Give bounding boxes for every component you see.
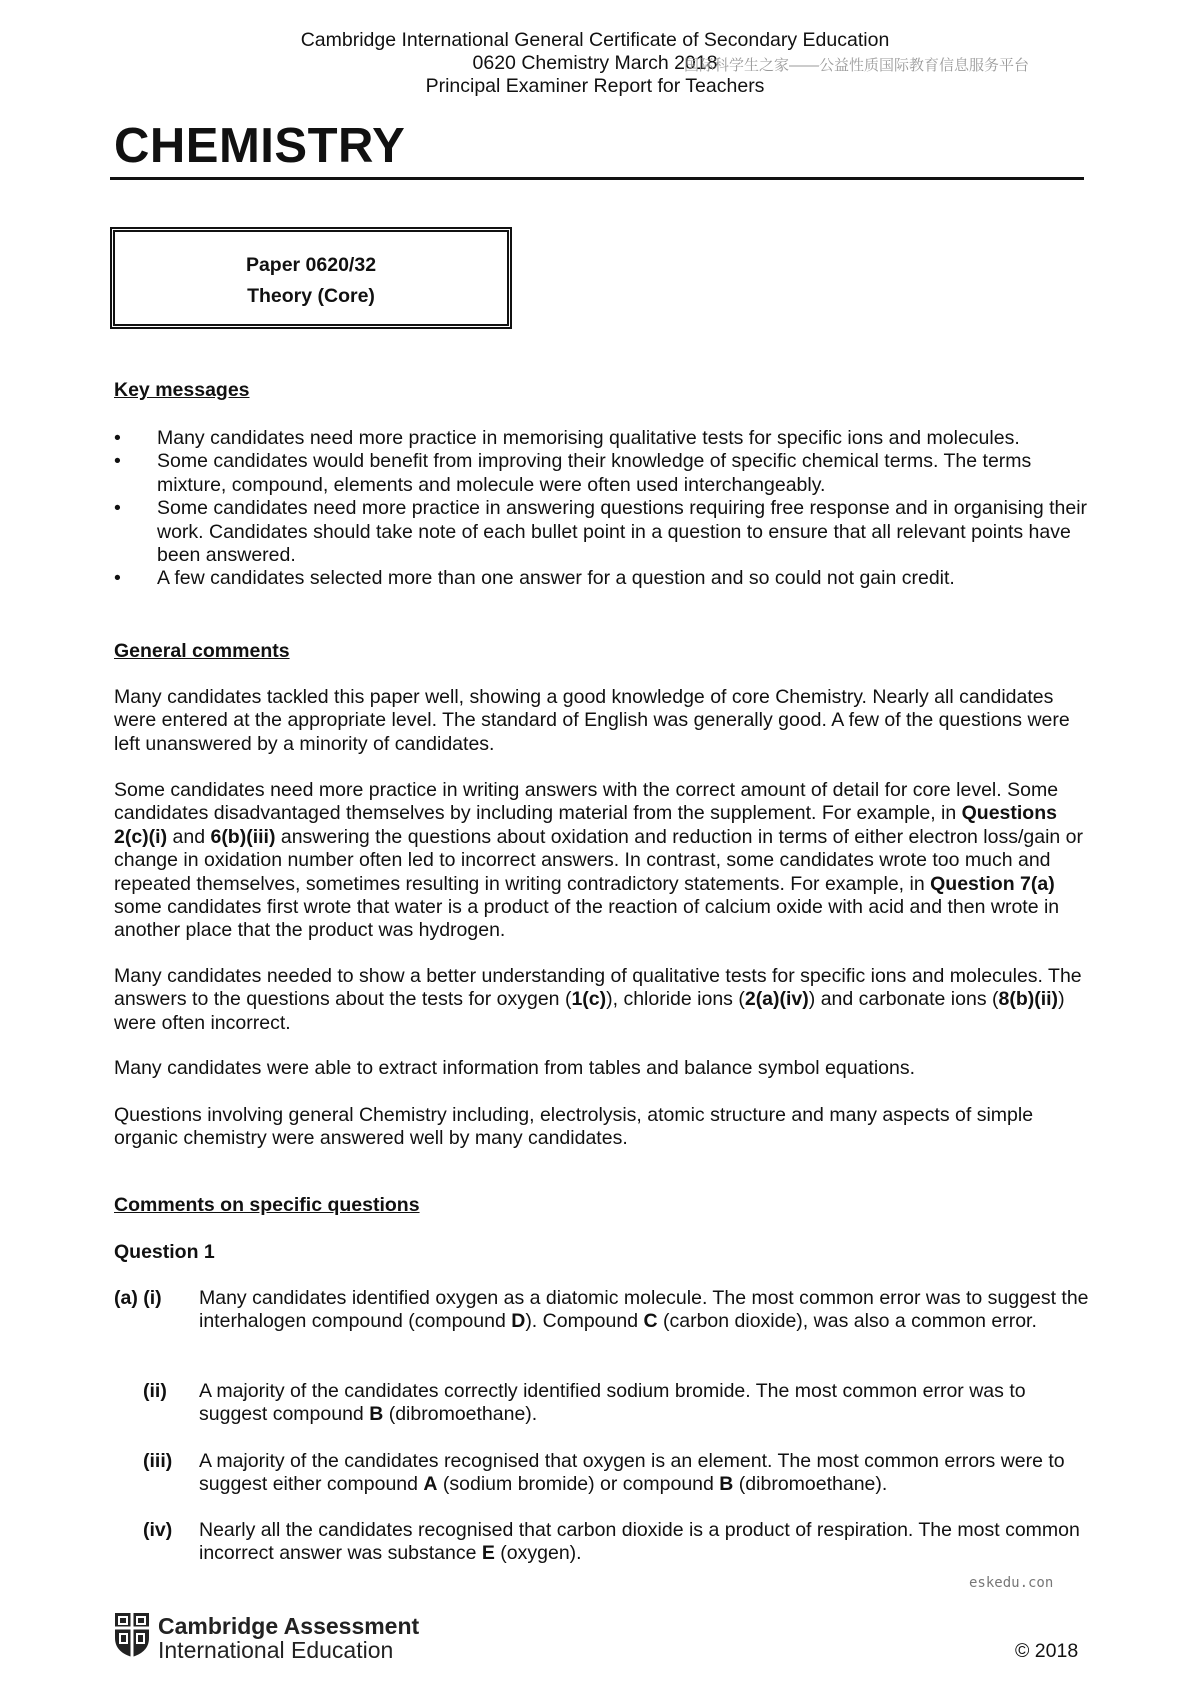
list-item — [114, 567, 1094, 590]
question-part — [114, 1519, 1092, 1566]
list-item-text: Some candidates need more practice in answering questions requiring free response and in organising their work. Candidates should take note of each bullet point in a question to ensure that all relevant points have been answered. — [157, 497, 1088, 567]
question-part-label: (ii) — [143, 1380, 167, 1402]
general-paragraph-1: Many candidates tackled this paper well, showing a good knowledge of core Chemistry. Nearly all candidates were entered at the appropriate level. The standard of English was generally good. A few of the questions were left unanswered by a minority of candidates. — [114, 686, 1070, 755]
general-paragraph-3: Many candidates needed to show a better understanding of qualitative tests for specific ions and molecules. The answers to the questions about the tests for oxygen (1(c)), chloride ions (2(a)(iv)) and carbonate ions (8(b)(ii)) were often incorrect. — [114, 965, 1082, 1034]
general-paragraph-5: Questions involving general Chemistry including, electrolysis, atomic structure and many aspects of simple organic chemistry were answered well by many candidates. — [114, 1104, 1034, 1150]
general-comments-heading: General comments — [114, 640, 290, 662]
key-messages-list — [114, 427, 1094, 591]
question-part — [114, 1380, 1092, 1427]
question-part-text: Many candidates identified oxygen as a diatomic molecule. The most common error was to suggest the interhalogen compound (compound D). Compound C (carbon dioxide), was also a common error. — [199, 1287, 1089, 1333]
paper-info-box — [110, 227, 512, 329]
bullet-icon: • — [114, 450, 121, 473]
question-part-label: (iv) — [143, 1519, 173, 1541]
title-divider — [110, 177, 1084, 180]
logo-line-2: International Education — [158, 1637, 394, 1663]
header-line-3: Principal Examiner Report for Teachers — [425, 75, 765, 97]
bullet-icon: • — [114, 497, 121, 520]
specific-questions-heading: Comments on specific questions — [114, 1194, 420, 1216]
list-item-text: Some candidates would benefit from improving their knowledge of specific chemical terms. The terms mixture, compound, elements and molecule were often used interchangeably. — [157, 450, 1032, 496]
list-item — [114, 450, 1094, 497]
cambridge-crest-icon — [114, 1612, 150, 1658]
list-item — [114, 427, 1094, 450]
bullet-icon: • — [114, 567, 121, 590]
list-item — [114, 497, 1094, 567]
question-part-label: (a) (i) — [114, 1287, 162, 1309]
watermark-text: 国际科学生之家——公益性质国际教育信息服务平台 — [684, 57, 1030, 74]
list-item-text: A few candidates selected more than one answer for a question and so could not gain credit. — [157, 567, 955, 590]
question-part — [114, 1450, 1092, 1497]
question-part-label: (iii) — [143, 1450, 173, 1472]
question-part-text: Nearly all the candidates recognised that carbon dioxide is a product of respiration. The most common incorrect answer was substance E (oxygen). — [199, 1519, 1080, 1565]
page-title: CHEMISTRY — [114, 119, 406, 173]
bullet-icon: • — [114, 427, 121, 449]
header-line-1: Cambridge International General Certificate of Secondary Education — [300, 29, 890, 51]
list-item-text: Many candidates need more practice in memorising qualitative tests for specific ions and molecules. — [157, 427, 1020, 449]
question-part-text: A majority of the candidates recognised that oxygen is an element. The most common errors were to suggest either compound A (sodium bromide) or compound B (dibromoethane). — [199, 1450, 1065, 1496]
paper-number: Paper 0620/32 — [245, 254, 377, 276]
general-paragraph-4: Many candidates were able to extract information from tables and balance symbol equations. — [114, 1057, 916, 1079]
logo-line-1: Cambridge Assessment — [158, 1613, 420, 1639]
copyright: © 2018 — [1015, 1640, 1079, 1662]
question-title: Question 1 — [114, 1241, 215, 1263]
general-paragraph-2: Some candidates need more practice in writing answers with the correct amount of detail for core level. Some candidates disadvantaged themselves by including material from the supplement. For example, in Questions 2(c)(i) and 6(b)(iii) answering the questions about oxidation and reduction in terms of either electron loss/gain or change in oxidation number often led to incorrect answers. In contrast, some candidates wrote too much and repeated themselves, sometimes resulting in writing contradictory statements. For example, in Question 7(a) some candidates first wrote that water is a product of the reaction of calcium oxide with acid and then wrote in another place that the product was hydrogen. — [114, 779, 1084, 942]
key-messages-heading: Key messages — [114, 379, 250, 401]
header-line-2: 0620 Chemistry March 2018 — [472, 52, 718, 74]
footer-site-text: eskedu.con — [969, 1575, 1054, 1591]
question-part-text: A majority of the candidates correctly identified sodium bromide. The most common error was to suggest compound B (dibromoethane). — [199, 1380, 1026, 1426]
question-part — [114, 1287, 1092, 1334]
paper-subtitle: Theory (Core) — [247, 285, 375, 307]
